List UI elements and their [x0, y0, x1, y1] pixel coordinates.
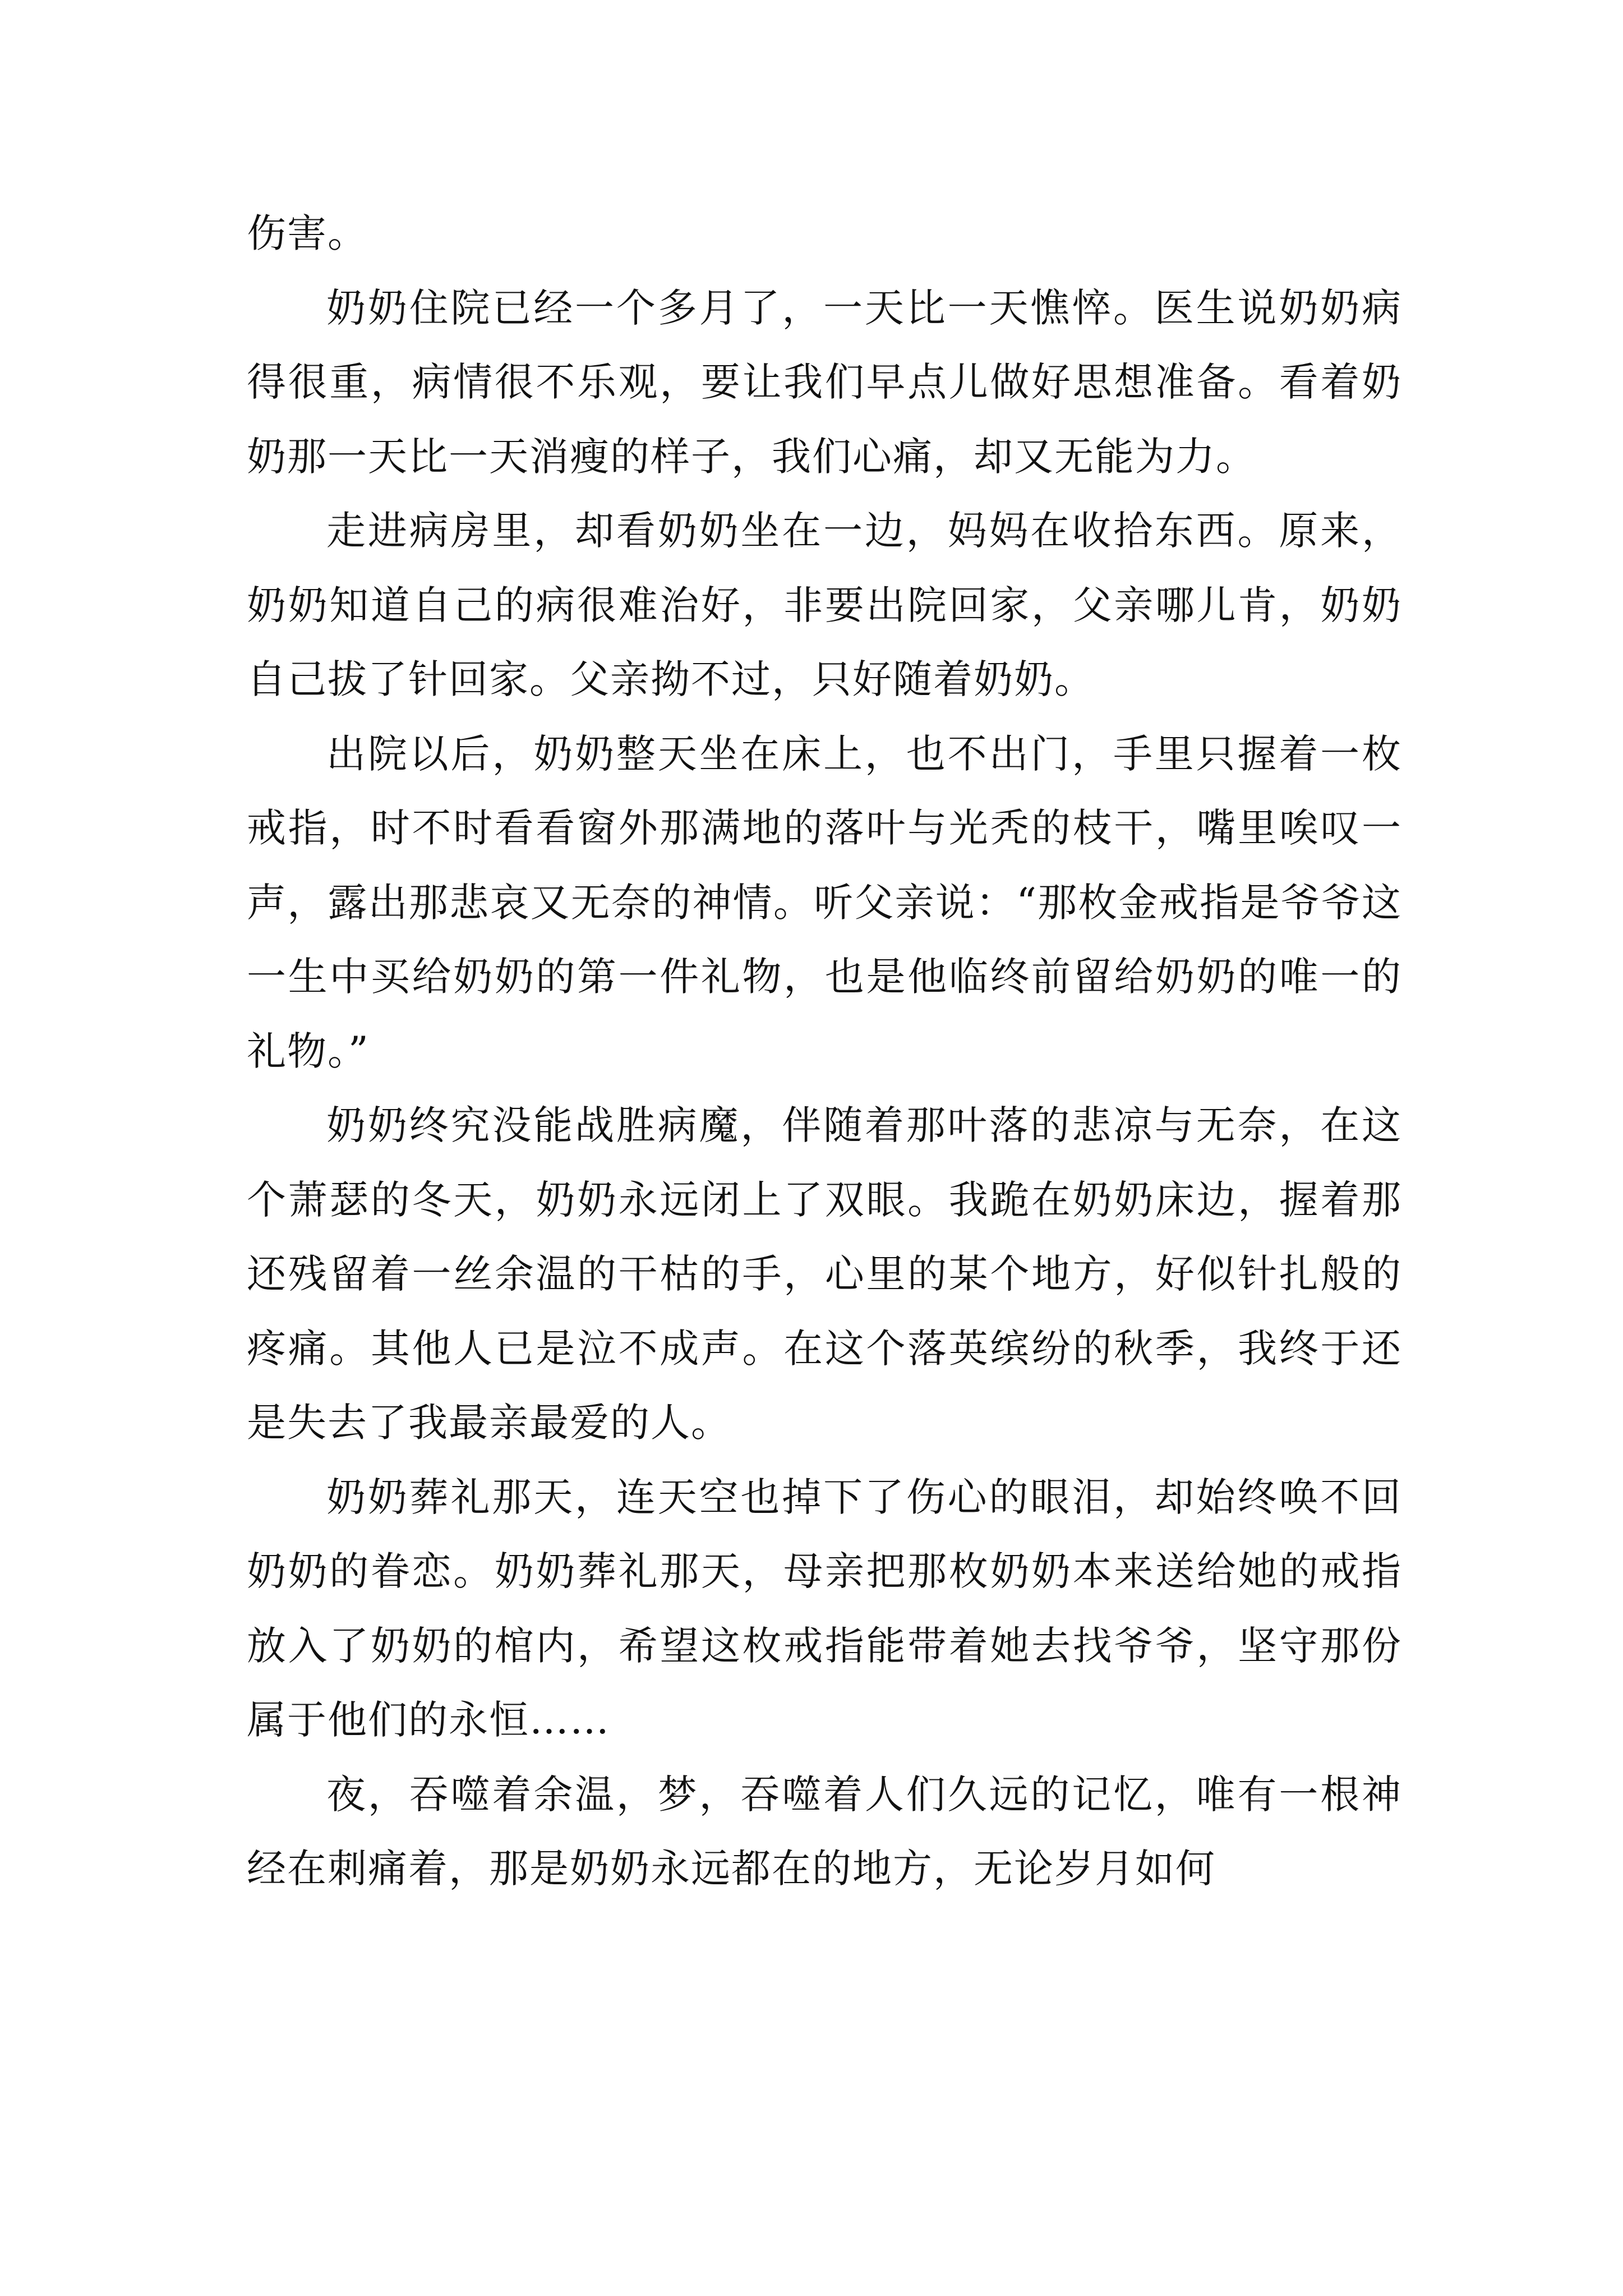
paragraph-1: 伤害。	[247, 210, 368, 256]
paragraph-5: 奶奶终究没能战胜病魔，伴随着那叶落的悲凉与无奈，在这个萧瑟的冬天，奶奶永远闭上了双眼。我跪在奶奶床边，握着那还残留着一丝余温的干枯的手，心里的某个地方，好似针扎般的疼痛。其他人已是泣不成声。在这个落英缤纷的秋季，我终于还是失去了我最亲最爱的人。	[247, 1102, 1402, 1446]
paragraph-2: 奶奶住院已经一个多月了，一天比一天憔悴。医生说奶奶病得很重，病情很不乐观，要让我们早点儿做好思想准备。看着奶奶那一天比一天消瘦的样子，我们心痛，却又无能为力。	[247, 284, 1402, 480]
body-text	[247, 196, 1402, 1906]
paragraph-7: 夜，吞噬着余温，梦，吞噬着人们久远的记忆，唯有一根神经在刺痛着，那是奶奶永远都在的地方，无论岁月如何	[247, 1771, 1402, 1892]
paragraph-4: 出院以后，奶奶整天坐在床上，也不出门，手里只握着一枚戒指，时不时看看窗外那满地的落叶与光秃的枝干，嘴里唉叹一声，露出那悲哀又无奈的神情。听父亲说：“那枚金戒指是爷爷这一生中买给奶奶的第一件礼物，也是他临终前留给奶奶的唯一的礼物。”	[247, 730, 1402, 1074]
paragraph-6: 奶奶葬礼那天，连天空也掉下了伤心的眼泪，却始终唤不回奶奶的眷恋。奶奶葬礼那天，母亲把那枚奶奶本来送给她的戒指放入了奶奶的棺内，希望这枚戒指能带着她去找爷爷，坚守那份属于他们的永恒……	[247, 1474, 1402, 1743]
paragraph-3: 走进病房里，却看奶奶坐在一边，妈妈在收拾东西。原来，奶奶知道自己的病很难治好，非要出院回家，父亲哪儿肯，奶奶自己拔了针回家。父亲拗不过，只好随着奶奶。	[247, 508, 1402, 702]
